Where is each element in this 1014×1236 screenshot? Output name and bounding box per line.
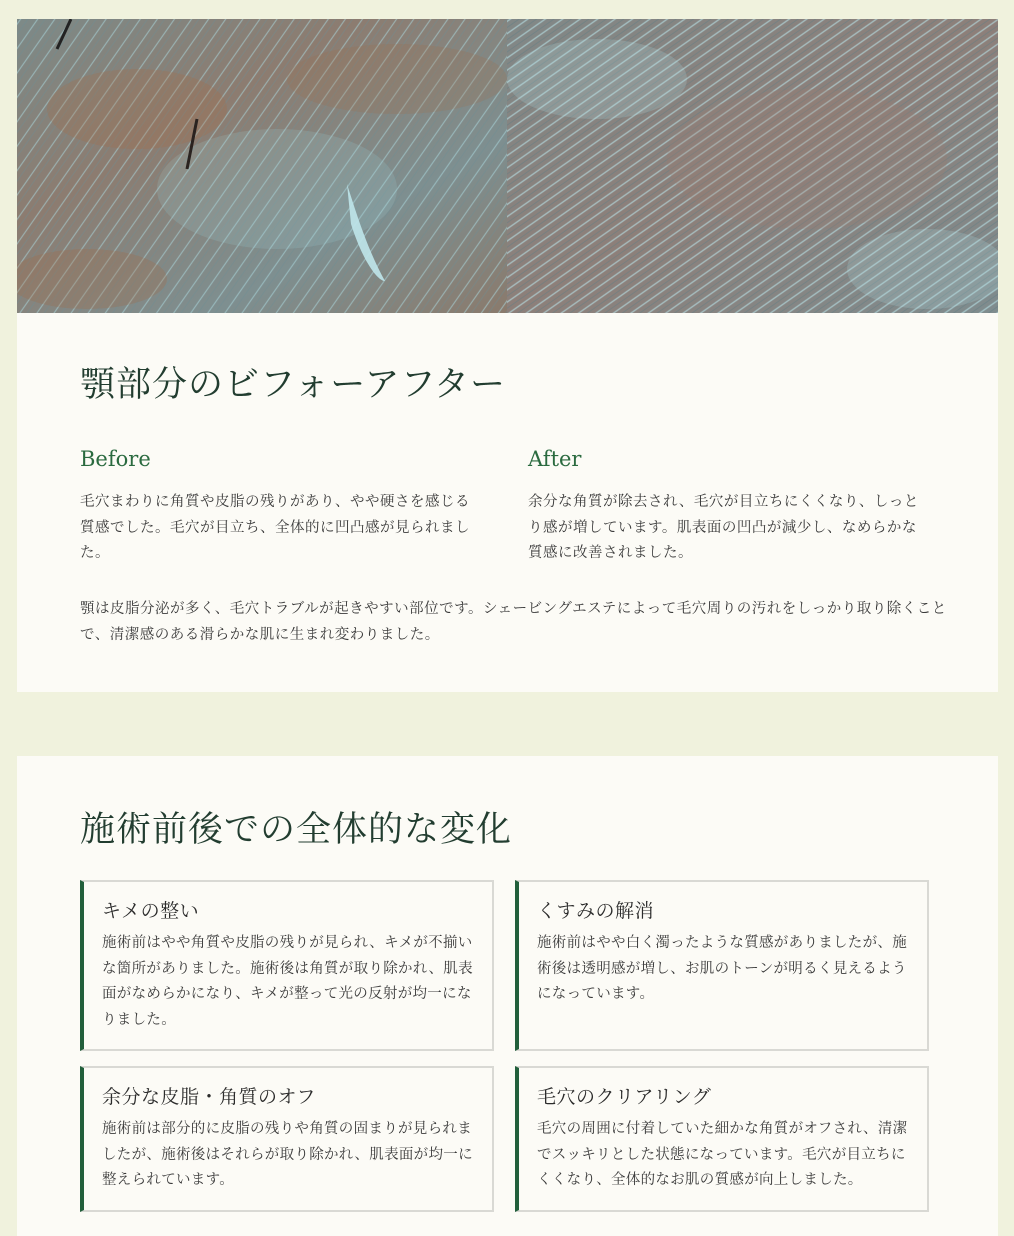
change-card-texture bbox=[80, 880, 494, 1051]
before-after-skin-photo bbox=[17, 19, 998, 313]
before-skin-image bbox=[17, 19, 507, 313]
change-card-title: くすみの解消 bbox=[537, 900, 655, 922]
overall-changes-card bbox=[17, 756, 998, 1236]
change-card-title: キメの整い bbox=[102, 900, 200, 922]
change-card-sebum bbox=[80, 1066, 494, 1212]
change-card-dullness bbox=[515, 880, 929, 1051]
overall-section-title: 施術前後での全体的な変化 bbox=[80, 810, 513, 850]
before-label: Before bbox=[80, 447, 151, 471]
change-card-text: 毛穴の周囲に付着していた細かな角質がオフされ、清潔でスッキリとした状態になっています。毛穴が目立ちにくくなり、全体的なお肌の質感が向上しました。 bbox=[537, 1121, 908, 1188]
after-label: After bbox=[528, 447, 582, 471]
change-card-text: 施術前は部分的に皮脂の残りや角質の固まりが見られましたが、施術後はそれらが取り除かれ、肌表面が均一に整えられています。 bbox=[102, 1121, 473, 1188]
before-description: 毛穴まわりに角質や皮脂の残りがあり、やや硬さを感じる質感でした。毛穴が目立ち、全体的に凹凸感が見られました。 bbox=[80, 494, 470, 561]
chin-section-title: 顎部分のビフォーアフター bbox=[80, 365, 507, 405]
chin-summary-text: 顎は皮脂分泌が多く、毛穴トラブルが起きやすい部位です。シェービングエステによって毛穴周りの汚れをしっかり取り除くことで、清潔感のある滑らかな肌に生まれ変わりました。 bbox=[80, 601, 947, 643]
after-skin-image bbox=[507, 19, 998, 313]
change-card-title: 毛穴のクリアリング bbox=[537, 1086, 712, 1108]
change-card-text: 施術前はやや角質や皮脂の残りが見られ、キメが不揃いな箇所がありました。施術後は角質が取り除かれ、肌表面がなめらかになり、キメが整って光の反射が均一になりました。 bbox=[102, 935, 473, 1028]
change-card-title: 余分な皮脂・角質のオフ bbox=[102, 1086, 316, 1108]
chin-before-after-card bbox=[17, 19, 998, 692]
change-card-text: 施術前はやや白く濁ったような質感がありましたが、施術後は透明感が増し、お肌のトーンが明るく見えるようになっています。 bbox=[537, 935, 907, 1002]
after-description: 余分な角質が除去され、毛穴が目立ちにくくなり、しっとり感が増しています。肌表面の凹凸が減少し、なめらかな質感に改善されました。 bbox=[528, 494, 919, 561]
change-card-pores bbox=[515, 1066, 929, 1212]
